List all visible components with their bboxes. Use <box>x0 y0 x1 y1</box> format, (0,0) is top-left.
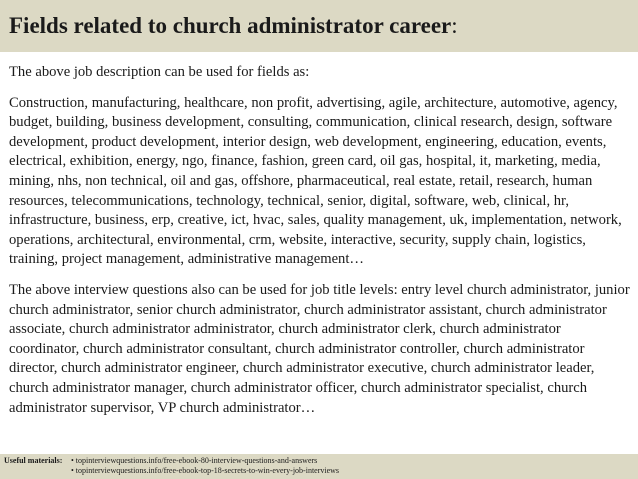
footer-row-1 <box>4 456 638 466</box>
footer-row-2 <box>4 466 638 476</box>
page-title-colon: : <box>451 13 458 38</box>
useful-materials-label <box>4 456 71 466</box>
title-bar <box>0 0 638 52</box>
useful-materials-separator: : <box>59 456 63 465</box>
useful-materials-text: Useful materials <box>4 456 60 465</box>
footer-link-2[interactable]: • topinterviewquestions.info/free-ebook-top-18-secrets-to-win-every-job-interviews <box>71 466 340 475</box>
footer-link-1[interactable]: • topinterviewquestions.info/free-ebook-80-interview-questions-and-answers <box>71 456 318 465</box>
page-title-text: Fields related to church administrator career <box>9 13 452 38</box>
footer-bar <box>0 454 638 479</box>
fields-paragraph: Construction, manufacturing, healthcare, non profit, advertising, agile, architecture, automotive, agency, budget, building, business development, consulting, communication, clinical research, design, software development, product development, interior design, web development, engineering, education, events, electrical, exhibition, energy, ngo, finance, fashion, green card, oil gas, hospital, it, marketing, media, mining, nhs, non technical, oil and gas, offshore, pharmaceutical, real estate, retail, research, human resources, telecommunications, technology, technical, senior, digital, software, web, clinical, hr, infrastructure, business, erp, creative, ict, hvac, sales, quality management, uk, implementation, network, operations, architectural, environmental, crm, website, interactive, security, supply chain, logistics, training, project management, administrative management… <box>9 94 622 268</box>
job-levels-paragraph: The above interview questions also can be used for job title levels: entry level church administrator, junior church administrator, senior church administrator, church administrator assistant, church administrator associate, church administrator administrator, church administrator clerk, church administrator coordinator, church administrator consultant, church administrator controller, church administrator director, church administrator engineer, church administrator executive, church administrator leader, church administrator manager, church administrator officer, church administrator specialist, church administrator supervisor, VP church administrator… <box>9 281 630 416</box>
page-title <box>9 12 638 40</box>
intro-paragraph: The above job description can be used for fields as: <box>9 64 310 80</box>
main-content <box>9 63 631 418</box>
